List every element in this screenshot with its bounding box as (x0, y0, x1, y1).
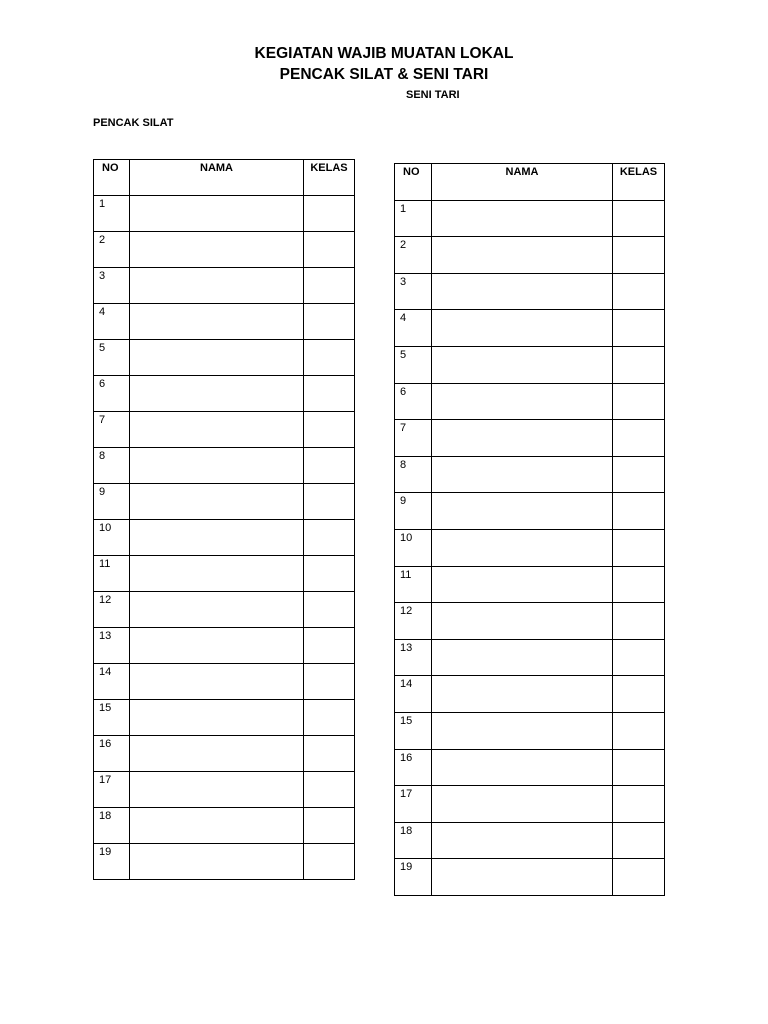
row-number-cell: 9 (94, 484, 130, 520)
nama-cell[interactable] (130, 376, 304, 412)
table-row (94, 556, 355, 592)
kelas-cell[interactable] (613, 420, 665, 457)
row-number-cell: 7 (94, 412, 130, 448)
kelas-cell[interactable] (613, 456, 665, 493)
row-number-cell: 16 (94, 736, 130, 772)
nama-cell[interactable] (130, 736, 304, 772)
nama-cell[interactable] (130, 304, 304, 340)
row-number-cell: 6 (94, 376, 130, 412)
kelas-cell[interactable] (613, 859, 665, 896)
kelas-cell[interactable] (304, 736, 355, 772)
kelas-cell[interactable] (613, 822, 665, 859)
nama-cell[interactable] (130, 772, 304, 808)
table-row (395, 200, 665, 237)
kelas-cell[interactable] (613, 712, 665, 749)
table-row (395, 749, 665, 786)
pencak-silat-table (93, 159, 355, 880)
nama-cell[interactable] (130, 484, 304, 520)
row-number-cell: 4 (395, 310, 432, 347)
kelas-cell[interactable] (613, 200, 665, 237)
row-number-cell: 10 (395, 529, 432, 566)
row-number-cell: 2 (94, 232, 130, 268)
column-header-no: NO (94, 160, 130, 196)
kelas-cell[interactable] (304, 448, 355, 484)
row-number-cell: 11 (395, 566, 432, 603)
row-number-cell: 10 (94, 520, 130, 556)
nama-cell[interactable] (130, 700, 304, 736)
table-row (395, 383, 665, 420)
kelas-cell[interactable] (304, 520, 355, 556)
seni-tari-table (394, 163, 665, 896)
table-row (395, 493, 665, 530)
row-number-cell: 9 (395, 493, 432, 530)
nama-cell[interactable] (130, 844, 304, 880)
nama-cell[interactable] (130, 520, 304, 556)
row-number-cell: 19 (395, 859, 432, 896)
nama-cell[interactable] (130, 556, 304, 592)
kelas-cell[interactable] (613, 639, 665, 676)
kelas-cell[interactable] (304, 664, 355, 700)
table-row (395, 603, 665, 640)
row-number-cell: 18 (94, 808, 130, 844)
table-row (94, 196, 355, 232)
row-number-cell: 3 (94, 268, 130, 304)
table-row (395, 346, 665, 383)
nama-cell[interactable] (432, 456, 613, 493)
nama-cell[interactable] (130, 592, 304, 628)
nama-cell[interactable] (432, 603, 613, 640)
table-row (94, 592, 355, 628)
table-row (94, 340, 355, 376)
row-number-cell: 1 (94, 196, 130, 232)
kelas-cell[interactable] (304, 844, 355, 880)
row-number-cell: 2 (395, 237, 432, 274)
table-row (395, 456, 665, 493)
table-row (94, 772, 355, 808)
nama-cell[interactable] (432, 676, 613, 713)
row-number-cell: 18 (395, 822, 432, 859)
kelas-cell[interactable] (613, 529, 665, 566)
row-number-cell: 8 (94, 448, 130, 484)
table-row (395, 273, 665, 310)
kelas-cell[interactable] (613, 310, 665, 347)
row-number-cell: 13 (94, 628, 130, 664)
document-subtitle: PENCAK SILAT & SENI TARI (279, 66, 489, 83)
kelas-cell[interactable] (304, 772, 355, 808)
kelas-cell[interactable] (304, 376, 355, 412)
kelas-cell[interactable] (304, 232, 355, 268)
nama-cell[interactable] (130, 268, 304, 304)
row-number-cell: 16 (395, 749, 432, 786)
nama-cell[interactable] (432, 529, 613, 566)
table-row (94, 520, 355, 556)
kelas-cell[interactable] (304, 628, 355, 664)
table-row (395, 639, 665, 676)
nama-cell[interactable] (432, 749, 613, 786)
table-row (395, 676, 665, 713)
table-row (94, 844, 355, 880)
kelas-cell[interactable] (304, 268, 355, 304)
table-row (94, 304, 355, 340)
section-label-seni-tari: SENI TARI (406, 89, 460, 101)
table-row (94, 376, 355, 412)
kelas-cell[interactable] (613, 383, 665, 420)
nama-cell[interactable] (432, 383, 613, 420)
column-header-no: NO (395, 164, 432, 201)
kelas-cell[interactable] (304, 340, 355, 376)
nama-cell[interactable] (432, 786, 613, 823)
column-header-kelas: KELAS (613, 164, 665, 201)
nama-cell[interactable] (432, 493, 613, 530)
table-row (395, 529, 665, 566)
document-title: KEGIATAN WAJIB MUATAN LOKAL (254, 45, 514, 62)
row-number-cell: 19 (94, 844, 130, 880)
row-number-cell: 15 (395, 712, 432, 749)
column-header-nama: NAMA (432, 164, 613, 201)
row-number-cell: 4 (94, 304, 130, 340)
row-number-cell: 12 (94, 592, 130, 628)
row-number-cell: 11 (94, 556, 130, 592)
row-number-cell: 17 (94, 772, 130, 808)
nama-cell[interactable] (432, 822, 613, 859)
nama-cell[interactable] (130, 196, 304, 232)
kelas-cell[interactable] (304, 484, 355, 520)
kelas-cell[interactable] (304, 412, 355, 448)
column-header-kelas: KELAS (304, 160, 355, 196)
table-row (94, 268, 355, 304)
row-number-cell: 12 (395, 603, 432, 640)
kelas-cell[interactable] (613, 493, 665, 530)
table-row (94, 664, 355, 700)
nama-cell[interactable] (432, 566, 613, 603)
table-row (94, 736, 355, 772)
kelas-cell[interactable] (613, 273, 665, 310)
nama-cell[interactable] (432, 859, 613, 896)
section-label-pencak-silat: PENCAK SILAT (93, 117, 174, 129)
nama-cell[interactable] (432, 273, 613, 310)
table-row (94, 412, 355, 448)
table-row (395, 566, 665, 603)
row-number-cell: 14 (395, 676, 432, 713)
table-row (395, 712, 665, 749)
kelas-cell[interactable] (613, 749, 665, 786)
nama-cell[interactable] (432, 237, 613, 274)
nama-cell[interactable] (432, 346, 613, 383)
kelas-cell[interactable] (304, 592, 355, 628)
table-header-row (395, 164, 665, 201)
nama-cell[interactable] (432, 712, 613, 749)
kelas-cell[interactable] (613, 786, 665, 823)
nama-cell[interactable] (130, 664, 304, 700)
nama-cell[interactable] (432, 200, 613, 237)
kelas-cell[interactable] (613, 603, 665, 640)
row-number-cell: 17 (395, 786, 432, 823)
row-number-cell: 5 (94, 340, 130, 376)
nama-cell[interactable] (130, 412, 304, 448)
nama-cell[interactable] (130, 628, 304, 664)
column-header-nama: NAMA (130, 160, 304, 196)
row-number-cell: 6 (395, 383, 432, 420)
nama-cell[interactable] (432, 639, 613, 676)
row-number-cell: 7 (395, 420, 432, 457)
kelas-cell[interactable] (613, 566, 665, 603)
table-row (94, 484, 355, 520)
table-row (94, 700, 355, 736)
row-number-cell: 1 (395, 200, 432, 237)
kelas-cell[interactable] (304, 700, 355, 736)
nama-cell[interactable] (130, 808, 304, 844)
row-number-cell: 5 (395, 346, 432, 383)
table-row (94, 808, 355, 844)
table-row (395, 859, 665, 896)
table-row (395, 310, 665, 347)
nama-cell[interactable] (432, 420, 613, 457)
kelas-cell[interactable] (304, 196, 355, 232)
table-header-row (94, 160, 355, 196)
nama-cell[interactable] (432, 310, 613, 347)
row-number-cell: 3 (395, 273, 432, 310)
row-number-cell: 14 (94, 664, 130, 700)
row-number-cell: 8 (395, 456, 432, 493)
table-row (395, 420, 665, 457)
nama-cell[interactable] (130, 448, 304, 484)
kelas-cell[interactable] (304, 808, 355, 844)
table-row (94, 232, 355, 268)
table-row (94, 628, 355, 664)
kelas-cell[interactable] (613, 676, 665, 713)
row-number-cell: 15 (94, 700, 130, 736)
kelas-cell[interactable] (304, 304, 355, 340)
kelas-cell[interactable] (613, 346, 665, 383)
table-row (395, 822, 665, 859)
nama-cell[interactable] (130, 232, 304, 268)
kelas-cell[interactable] (304, 556, 355, 592)
nama-cell[interactable] (130, 340, 304, 376)
kelas-cell[interactable] (613, 237, 665, 274)
table-row (395, 786, 665, 823)
table-row (395, 237, 665, 274)
row-number-cell: 13 (395, 639, 432, 676)
table-row (94, 448, 355, 484)
